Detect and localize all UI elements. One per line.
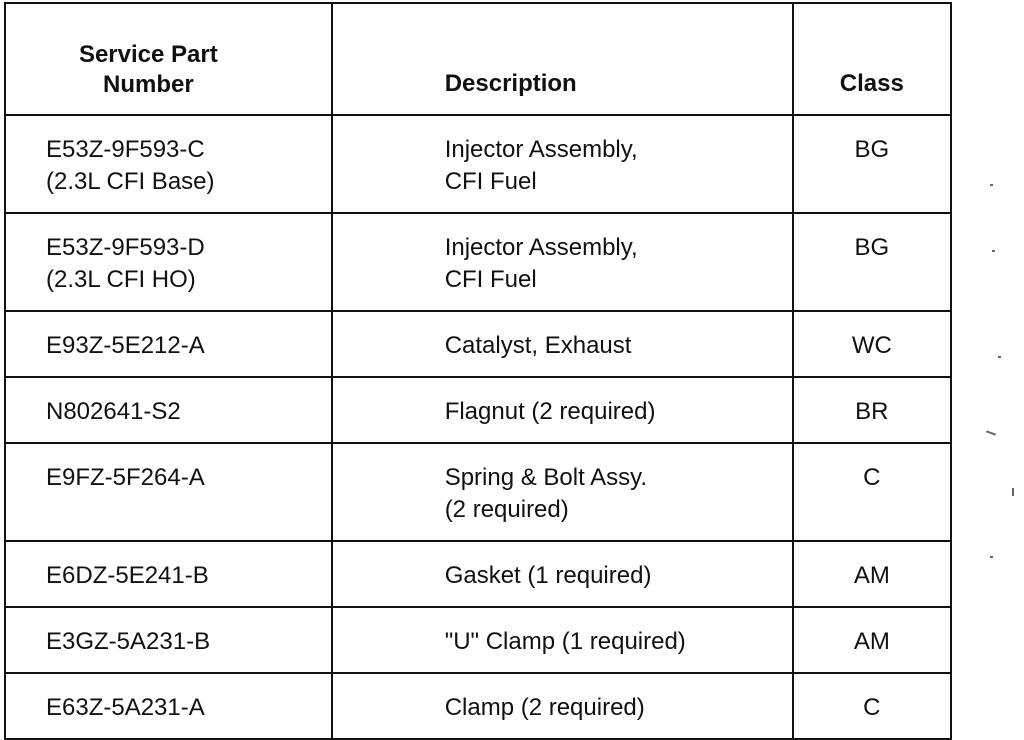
class-cell: WC <box>793 311 951 377</box>
description-cell: "U" Clamp (1 required) <box>332 607 793 673</box>
class-cell: AM <box>793 541 951 607</box>
table-row <box>5 377 951 443</box>
scan-speck <box>1012 488 1014 496</box>
description-cell: Catalyst, Exhaust <box>332 311 793 377</box>
scan-speck <box>990 556 993 558</box>
description-cell: Flagnut (2 required) <box>332 377 793 443</box>
table-row <box>5 213 951 311</box>
table-row <box>5 311 951 377</box>
scan-speck <box>992 250 995 252</box>
class-cell: C <box>793 443 951 541</box>
table-row <box>5 541 951 607</box>
part-number-cell: E9FZ-5F264-A <box>5 443 332 541</box>
part-number-cell: E93Z-5E212-A <box>5 311 332 377</box>
table-row <box>5 607 951 673</box>
description-cell: Clamp (2 required) <box>332 673 793 739</box>
scan-speck <box>990 184 993 186</box>
class-cell: BR <box>793 377 951 443</box>
class-cell: C <box>793 673 951 739</box>
header-class: Class <box>793 3 951 115</box>
class-cell: BG <box>793 115 951 213</box>
header-row <box>5 3 951 115</box>
table-row <box>5 115 951 213</box>
parts-table <box>4 2 952 740</box>
part-number-cell: E53Z-9F593-C (2.3L CFI Base) <box>5 115 332 213</box>
part-number-cell: N802641-S2 <box>5 377 332 443</box>
scan-speck <box>986 430 996 435</box>
header-part-number: Service Part Number <box>5 3 332 115</box>
description-cell: Injector Assembly, CFI Fuel <box>332 115 793 213</box>
header-description: Description <box>332 3 793 115</box>
description-cell: Spring & Bolt Assy. (2 required) <box>332 443 793 541</box>
description-cell: Gasket (1 required) <box>332 541 793 607</box>
class-cell: BG <box>793 213 951 311</box>
table-row <box>5 673 951 739</box>
class-cell: AM <box>793 607 951 673</box>
part-number-cell: E3GZ-5A231-B <box>5 607 332 673</box>
part-number-cell: E63Z-5A231-A <box>5 673 332 739</box>
table-row <box>5 443 951 541</box>
part-number-cell: E53Z-9F593-D (2.3L CFI HO) <box>5 213 332 311</box>
part-number-cell: E6DZ-5E241-B <box>5 541 332 607</box>
scan-speck <box>998 356 1001 358</box>
description-cell: Injector Assembly, CFI Fuel <box>332 213 793 311</box>
